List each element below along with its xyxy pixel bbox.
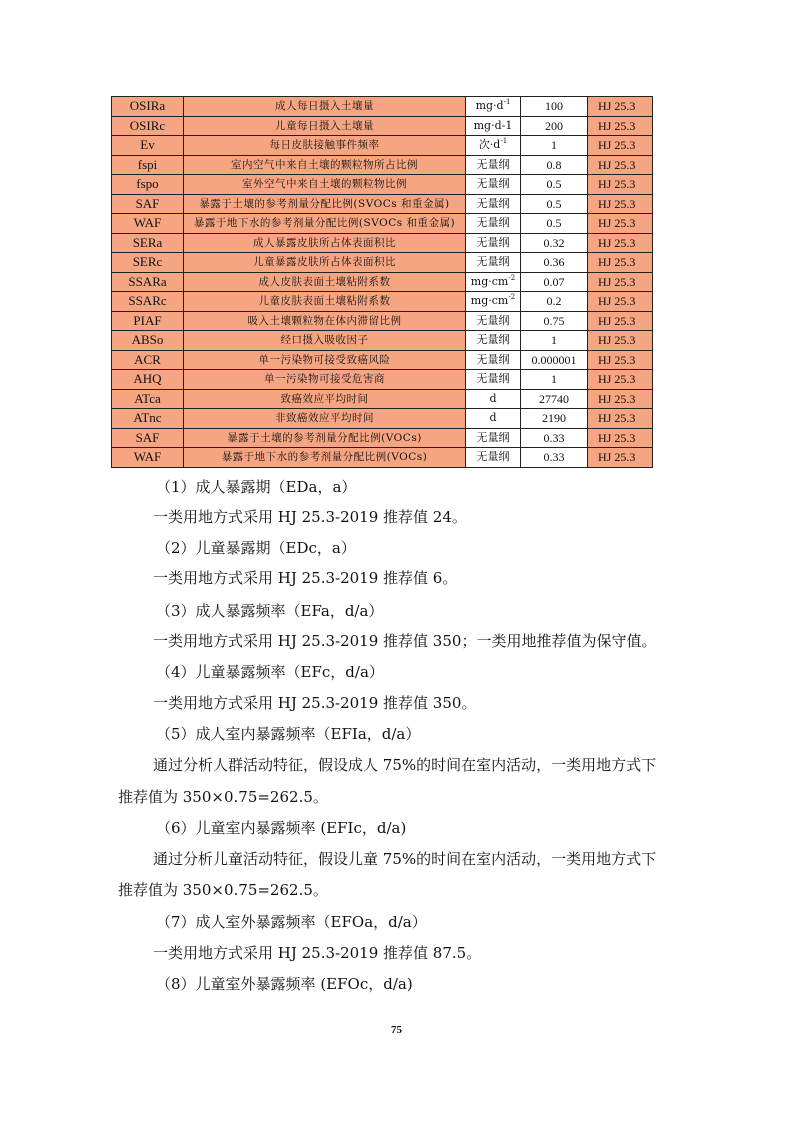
parameter-value-cell [521,136,588,156]
parameter-unit-cell [466,233,521,253]
parameter-value-text: 0.5 [546,177,562,191]
parameter-symbol-cell [112,214,184,234]
parameter-symbol-cell [112,155,184,175]
parameter-symbol-cell [112,350,184,370]
parameter-value-cell [521,253,588,273]
parameter-unit-cell [466,214,521,234]
paragraph-line: 一类用地方式采用 HJ 25.3-2019 推荐值 350；一类用地推荐值为保守值。 [153,632,657,650]
paragraph-line: 一类用地方式采用 HJ 25.3-2019 推荐值 350。 [153,694,477,712]
table-row [112,331,653,351]
table-row [112,175,653,195]
parameter-source-text: HJ 25.3 [598,294,636,308]
parameter-unit-cell [466,311,521,331]
parameter-unit-cell [466,370,521,390]
parameter-value-cell [521,272,588,292]
parameter-description-cell [184,175,466,195]
table-row [112,97,653,117]
parameter-source-text: HJ 25.3 [598,372,636,386]
parameter-unit-text: 无量纲 [476,157,510,171]
section-heading: （5）成人室内暴露频率（EFIa，d/a） [156,725,421,743]
table-row [112,214,653,234]
parameter-source-cell [588,350,653,370]
paragraph-line: 一类用地方式采用 HJ 25.3-2019 推荐值 24。 [153,508,467,526]
parameter-unit-text: 无量纲 [476,177,510,190]
parameter-value-cell [521,331,588,351]
parameter-description-text: 成人暴露皮肤所占体表面积比 [253,236,396,249]
parameter-value-text: 0.33 [543,450,565,464]
parameter-symbol-text: fspo [136,176,159,191]
parameter-source-cell [588,214,653,234]
parameter-source-text: HJ 25.3 [598,352,636,367]
parameter-unit-cell [466,272,521,292]
parameter-value-cell [521,175,588,195]
parameter-unit-text: mg·cm [470,274,509,288]
parameter-source-cell [588,370,653,390]
parameter-description-text: 成人每日摄入土壤量 [275,100,374,112]
section-heading: （4）儿童暴露频率（EFc，d/a） [156,663,384,681]
table-row [112,194,653,214]
parameter-unit-cell [466,155,521,175]
parameter-symbol-text: SSARa [128,273,167,289]
section-heading: （7）成人室外暴露频率（EFOa，d/a） [156,913,427,931]
parameter-unit-cell [466,253,521,273]
parameter-unit-text: d [489,411,497,424]
parameter-description-cell [184,350,466,370]
parameter-description-text: 单一污染物可接受危害商 [264,373,385,385]
parameter-unit-text: mg·d-1 [473,118,513,132]
parameter-source-text: HJ 25.3 [598,157,636,172]
parameter-symbol-text: ACR [134,351,161,367]
parameter-value-cell [521,428,588,448]
parameter-unit-cell [466,331,521,351]
parameter-unit-text: 无量纲 [476,255,510,268]
parameter-source-text: HJ 25.3 [598,274,636,289]
parameter-value-text: 1 [551,333,557,347]
unit-exponent: -2 [508,273,516,282]
table-row [112,409,653,429]
paragraph-line: 一类用地方式采用 HJ 25.3-2019 推荐值 6。 [153,569,458,587]
parameter-symbol-text: WAF [133,215,162,230]
parameter-unit-text: 次·d [478,138,501,151]
parameter-unit-cell [466,389,521,409]
parameter-value-cell [521,292,588,312]
table-row [112,155,653,175]
section-heading: （1）成人暴露期（EDa，a） [156,478,357,496]
parameter-unit-text: 无量纲 [476,235,510,249]
table-row [112,253,653,273]
parameter-unit-text: mg·cm [470,294,509,307]
parameter-source-text: HJ 25.3 [598,118,636,133]
parameter-unit-text: 无量纲 [476,216,510,229]
parameter-description-cell [184,97,466,117]
parameter-unit-cell [466,409,521,429]
parameter-description-cell [184,233,466,253]
parameter-value-text: 0.75 [543,313,565,328]
section-heading: （2）儿童暴露期（EDc，a） [156,539,356,557]
parameter-symbol-text: ABSo [131,332,164,347]
parameter-source-cell [588,253,653,273]
parameter-value-cell [521,116,588,136]
parameter-unit-text: 无量纲 [476,352,510,366]
parameter-source-text: HJ 25.3 [598,177,636,191]
parameter-description-text: 每日皮肤接触事件频率 [269,139,380,151]
parameter-value-cell [521,448,588,468]
parameter-unit-text: 无量纲 [476,333,510,346]
parameter-unit-text: 无量纲 [476,430,510,444]
parameter-source-cell [588,272,653,292]
table-row [112,389,653,409]
parameter-symbol-text: PIAF [133,312,162,328]
parameter-symbol-text: SAF [135,429,160,445]
parameter-value-text: 0.000001 [531,352,577,367]
parameter-unit-cell [466,350,521,370]
parameter-description-text: 暴露于土壤的参考剂量分配比例(SVOCs 和重金属) [199,197,450,210]
parameter-source-text: HJ 25.3 [598,196,636,211]
parameter-description-cell [184,428,466,448]
section-heading: （3）成人暴露频率（EFa，d/a） [156,602,384,620]
table-row [112,233,653,253]
parameter-value-cell [521,233,588,253]
parameter-description-cell [184,389,466,409]
parameter-value-cell [521,155,588,175]
parameter-value-cell [521,370,588,390]
parameter-table [111,96,653,468]
table-row [112,116,653,136]
parameter-unit-cell [466,292,521,312]
parameter-symbol-cell [112,311,184,331]
parameter-source-cell [588,448,653,468]
parameter-value-cell [521,214,588,234]
parameter-symbol-cell [112,389,184,409]
parameter-source-text: HJ 25.3 [598,255,636,269]
parameter-symbol-cell [112,292,184,312]
parameter-description-cell [184,116,466,136]
parameter-symbol-cell [112,370,184,390]
parameter-symbol-cell [112,253,184,273]
parameter-description-cell [184,214,466,234]
parameter-symbol-text: SERa [132,234,163,250]
table-row [112,448,653,468]
section-heading: （8）儿童室外暴露频率 (EFOc，d/a) [156,975,413,993]
paragraph-line: 推荐值为 350×0.75=262.5。 [118,788,328,806]
parameter-symbol-cell [112,272,184,292]
parameter-value-text: 100 [545,99,563,113]
parameter-symbol-text: SSARc [128,293,167,308]
parameter-description-text: 儿童每日摄入土壤量 [275,119,374,132]
parameter-description-cell [184,331,466,351]
parameter-source-cell [588,389,653,409]
parameter-symbol-cell [112,409,184,429]
parameter-unit-cell [466,428,521,448]
parameter-value-text: 1 [551,138,557,152]
parameter-symbol-cell [112,448,184,468]
table-row [112,428,653,448]
parameter-symbol-text: SAF [135,195,160,211]
parameter-symbol-text: Ev [140,137,155,152]
parameter-symbol-text: fspi [137,156,158,172]
parameter-source-cell [588,331,653,351]
parameter-description-cell [184,136,466,156]
paragraph-line: 通过分析儿童活动特征，假设儿童 75%的时间在室内活动，一类用地方式下 [153,850,657,868]
parameter-symbol-cell [112,428,184,448]
parameter-source-cell [588,292,653,312]
table-row [112,311,653,331]
parameter-source-cell [588,97,653,117]
parameter-unit-text: 无量纲 [476,450,510,463]
parameter-description-text: 室外空气中来自土壤的颗粒物比例 [242,178,407,190]
parameter-symbol-text: OSIRa [129,98,166,113]
parameter-source-text: HJ 25.3 [598,450,636,464]
parameter-description-cell [184,272,466,292]
parameter-value-text: 27740 [539,391,569,406]
parameter-value-text: 0.07 [543,274,565,289]
parameter-symbol-cell [112,331,184,351]
parameter-unit-cell [466,194,521,214]
parameter-unit-text: 无量纲 [476,372,510,385]
parameter-source-text: HJ 25.3 [598,313,636,328]
table-row [112,370,653,390]
parameter-unit-text: d [489,391,497,405]
unit-exponent: -2 [508,293,516,301]
parameter-value-text: 0.2 [546,294,562,308]
parameter-source-text: HJ 25.3 [598,430,636,445]
parameter-symbol-text: SERc [132,254,163,269]
parameter-source-cell [588,194,653,214]
parameter-value-cell [521,194,588,214]
parameter-description-text: 吸入土壤颗粒物在体内滞留比例 [247,314,402,327]
parameter-source-text: HJ 25.3 [598,411,636,425]
parameter-symbol-text: WAF [133,449,162,464]
parameter-description-text: 儿童皮肤表面土壤粘附系数 [258,295,391,307]
parameter-symbol-cell [112,194,184,214]
paragraph-line: 一类用地方式采用 HJ 25.3-2019 推荐值 87.5。 [153,944,482,962]
parameter-unit-cell [466,136,521,156]
parameter-value-text: 0.8 [546,157,562,172]
parameter-source-cell [588,116,653,136]
parameter-source-cell [588,155,653,175]
parameter-description-cell [184,292,466,312]
parameter-value-text: 0.32 [543,235,565,250]
parameter-table-body [112,97,653,468]
parameter-value-cell [521,389,588,409]
parameter-source-text: HJ 25.3 [598,235,636,250]
parameter-symbol-cell [112,136,184,156]
parameter-symbol-cell [112,233,184,253]
page-number: 75 [391,1024,402,1036]
parameter-value-text: 0.36 [543,255,565,269]
parameter-description-text: 成人皮肤表面土壤粘附系数 [258,275,391,288]
parameter-description-text: 非致癌效应平均时间 [275,412,374,424]
parameter-description-cell [184,448,466,468]
table-row [112,136,653,156]
unit-exponent: -1 [503,98,511,106]
parameter-source-cell [588,136,653,156]
parameter-source-text: HJ 25.3 [598,216,636,230]
parameter-value-text: 0.5 [546,196,562,211]
parameter-description-cell [184,409,466,429]
parameter-description-text: 致癌效应平均时间 [280,392,369,405]
parameter-source-cell [588,409,653,429]
table-row [112,272,653,292]
paragraph-line: 通过分析人群活动特征，假设成人 75%的时间在室内活动，一类用地方式下 [153,756,657,774]
parameter-unit-cell [466,175,521,195]
parameter-source-cell [588,311,653,331]
parameter-description-cell [184,311,466,331]
parameter-unit-cell [466,97,521,117]
parameter-description-text: 暴露于地下水的参考剂量分配比例(VOCs) [221,451,428,463]
parameter-symbol-text: AHQ [133,371,162,386]
parameter-description-cell [184,370,466,390]
parameter-description-text: 经口摄入吸收因子 [280,334,369,346]
parameter-description-text: 儿童暴露皮肤所占体表面积比 [253,256,396,268]
parameter-symbol-cell [112,97,184,117]
parameter-source-text: HJ 25.3 [598,99,636,113]
parameter-value-text: 0.5 [546,216,562,230]
parameter-source-cell [588,428,653,448]
section-heading: （6）儿童室内暴露频率 (EFIc，d/a) [156,819,407,837]
paragraph-line: 推荐值为 350×0.75=262.5。 [118,881,328,899]
parameter-description-text: 室内空气中来自土壤的颗粒物所占比例 [231,158,418,171]
parameter-source-text: HJ 25.3 [598,333,636,347]
parameter-value-text: 200 [545,118,563,133]
parameter-value-text: 0.33 [543,430,565,445]
parameter-description-text: 暴露于土壤的参考剂量分配比例(VOCs) [227,431,422,444]
parameter-description-cell [184,253,466,273]
parameter-symbol-text: OSIRc [129,117,166,133]
parameter-symbol-text: ATca [134,390,161,406]
parameter-value-cell [521,350,588,370]
parameter-unit-cell [466,116,521,136]
parameter-source-text: HJ 25.3 [598,391,636,406]
parameter-value-text: 1 [551,372,557,386]
unit-exponent: -1 [500,137,508,145]
parameter-value-text: 2190 [542,411,566,425]
parameter-description-text: 暴露于地下水的参考剂量分配比例(SVOCs 和重金属) [193,217,456,229]
table-row [112,292,653,312]
parameter-description-cell [184,194,466,214]
parameter-source-cell [588,233,653,253]
parameter-value-cell [521,97,588,117]
parameter-description-text: 单一污染物可接受致癌风险 [258,353,391,366]
parameter-symbol-cell [112,175,184,195]
parameter-value-cell [521,311,588,331]
parameter-source-cell [588,175,653,195]
parameter-source-text: HJ 25.3 [598,138,636,152]
table-row [112,350,653,370]
parameter-symbol-cell [112,116,184,136]
parameter-unit-text: mg·d [475,99,504,112]
parameter-unit-text: 无量纲 [476,313,510,327]
parameter-unit-text: 无量纲 [476,196,510,210]
parameter-value-cell [521,409,588,429]
parameter-symbol-text: ATnc [133,410,162,425]
parameter-description-cell [184,155,466,175]
parameter-unit-cell [466,448,521,468]
